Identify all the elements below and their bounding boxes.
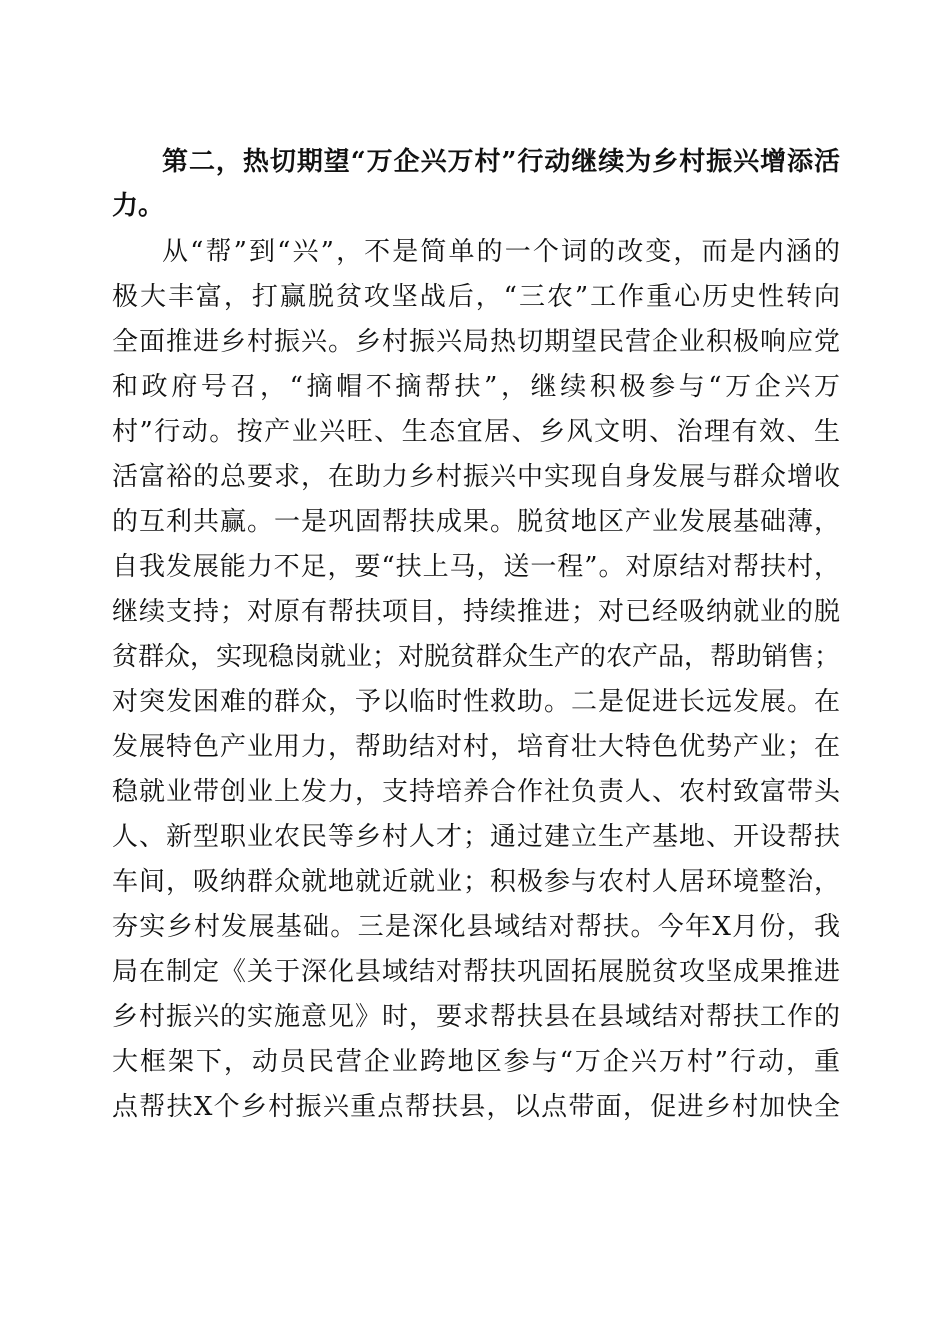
body-line-2: 极大丰富，打赢脱贫攻坚战后，“三农”工作重心历史性转向 [112, 282, 840, 312]
body-line-18: 乡村振兴的实施意见》时，要求帮扶县在县域结对帮扶工作的 [112, 1002, 840, 1032]
body-line-6: 活富裕的总要求，在助力乡村振兴中实现自身发展与群众增收 [112, 462, 840, 492]
body-line-13: 稳就业带创业上发力，支持培养合作社负责人、农村致富带头 [112, 777, 840, 807]
body-line-4: 和政府号召，“摘帽不摘帮扶”，继续积极参与“万企兴万 [112, 372, 840, 402]
body-line-17: 局在制定《关于深化县域结对帮扶巩固拓展脱贫攻坚成果推进 [112, 957, 840, 987]
heading-line-2: 力。 [112, 191, 165, 221]
body-line-12: 发展特色产业用力，帮助结对村，培育壮大特色优势产业；在 [112, 732, 840, 762]
body-line-11: 对突发困难的群众，予以临时性救助。二是促进长远发展。在 [112, 687, 840, 717]
body-line-8: 自我发展能力不足，要“扶上马，送一程”。对原结对帮扶村， [112, 552, 840, 582]
heading-line-1: 第二，热切期望“万企兴万村”行动继续为乡村振兴增添活 [162, 147, 840, 177]
body-line-15: 车间，吸纳群众就地就近就业；积极参与农村人居环境整治， [112, 867, 840, 897]
body-line-10: 贫群众，实现稳岗就业；对脱贫群众生产的农产品，帮助销售； [112, 642, 841, 672]
body-line-20: 点帮扶X个乡村振兴重点帮扶县，以点带面，促进乡村加快全 [112, 1092, 840, 1122]
body-line-19: 大框架下，动员民营企业跨地区参与“万企兴万村”行动，重 [112, 1047, 840, 1077]
body-line-1: 从“帮”到“兴”，不是简单的一个词的改变，而是内涵的 [162, 237, 840, 267]
body-line-5: 村”行动。按产业兴旺、生态宜居、乡风文明、治理有效、生 [112, 417, 840, 447]
body-line-14: 人、新型职业农民等乡村人才；通过建立生产基地、开设帮扶 [112, 822, 840, 852]
body-line-3: 全面推进乡村振兴。乡村振兴局热切期望民营企业积极响应党 [112, 327, 840, 357]
body-line-9: 继续支持；对原有帮扶项目，持续推进；对已经吸纳就业的脱 [112, 597, 840, 627]
body-line-7: 的互利共赢。一是巩固帮扶成果。脱贫地区产业发展基础薄， [112, 507, 840, 537]
body-line-16: 夯实乡村发展基础。三是深化县域结对帮扶。今年X月份，我 [112, 912, 840, 942]
